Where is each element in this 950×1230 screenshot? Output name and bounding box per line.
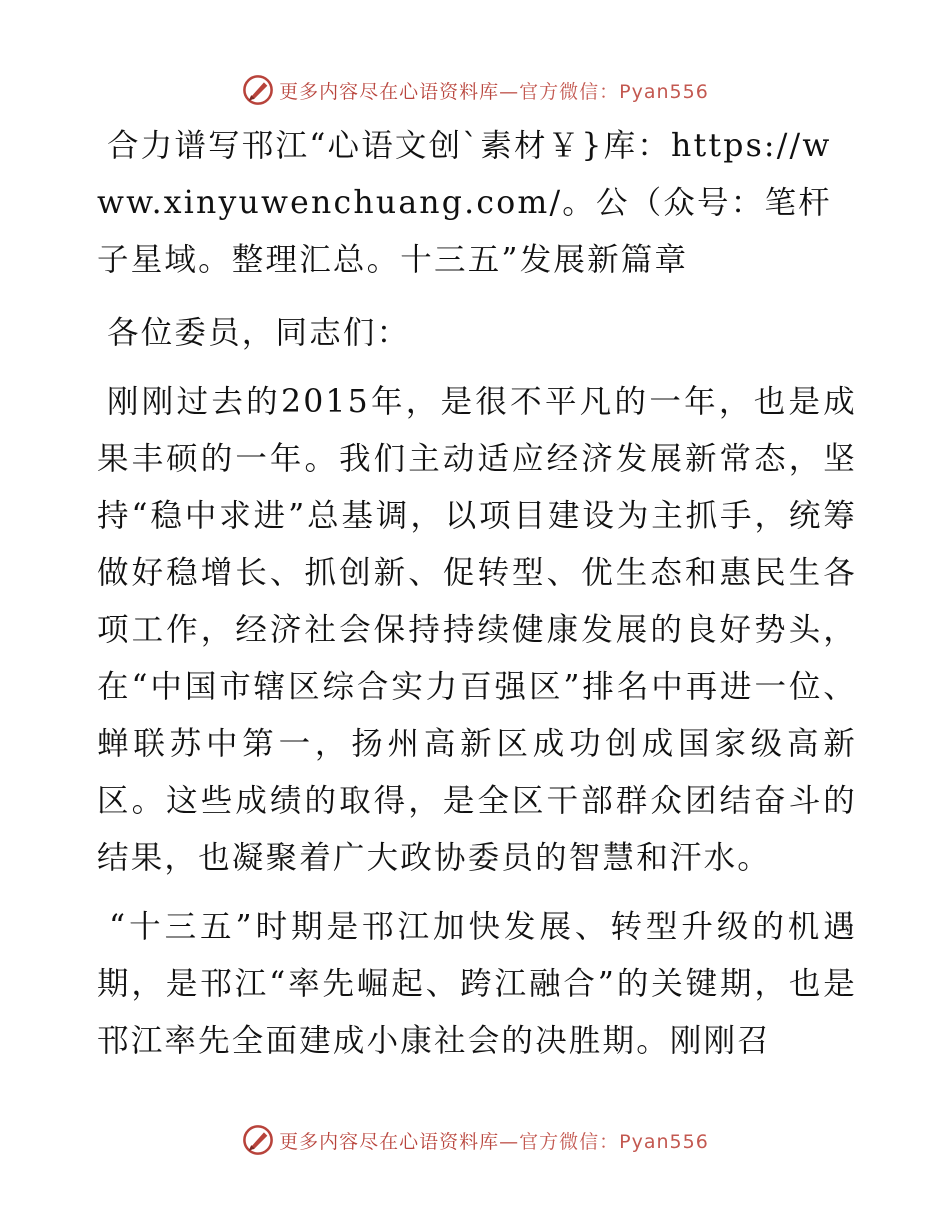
- header-banner-label: 更多内容尽在心语资料库: [279, 80, 500, 103]
- footer-banner-separator: —: [499, 1130, 520, 1153]
- greeting: 各位委员，同志们：: [107, 315, 411, 351]
- footer-banner-label: 更多内容尽在心语资料库: [279, 1130, 500, 1153]
- header-banner-separator: —: [499, 80, 520, 103]
- document-title-line: 合力谱写邗江“心语文创`素材￥}库：https://www.xinyuwenchuang.com/。公（众号：笔杆子星域。整理汇总。十三五”发展新篇章: [97, 128, 832, 278]
- paragraph-1: 刚刚过去的2015年，是很不平凡的一年，也是成果丰硕的一年。我们主动适应经济发展新常态，坚持“稳中求进”总基调，以项目建设为主抓手，统筹做好稳增长、抓创新、促转型、优生态和惠民生各项工作，经济社会保持持续健康发展的良好势头，在“中国市辖区综合实力百强区”排名中再进一位、蝉联苏中第一，扬州高新区成功创成国家级高新区。这些成绩的取得，是全区干部群众团结奋斗的结果，也凝聚着广大政协委员的智慧和汗水。: [97, 384, 857, 876]
- paragraph-2: “十三五”时期是邗江加快发展、转型升级的机遇期，是邗江“率先崛起、跨江融合”的关键期，也是邗江率先全面建成小康社会的决胜期。刚刚召: [97, 909, 857, 1059]
- footer-watermark-banner: [0, 1120, 950, 1160]
- header-watermark-text: [279, 77, 709, 104]
- footer-banner-wechat: 官方微信：Pyan556: [519, 1130, 709, 1153]
- header-banner-wechat: 官方微信：Pyan556: [519, 80, 709, 103]
- document-body: [97, 118, 857, 1070]
- footer-watermark-text: [279, 1127, 709, 1154]
- pen-logo-icon: [241, 1123, 275, 1157]
- pen-logo-icon: [241, 73, 275, 107]
- header-watermark-banner: [0, 70, 950, 110]
